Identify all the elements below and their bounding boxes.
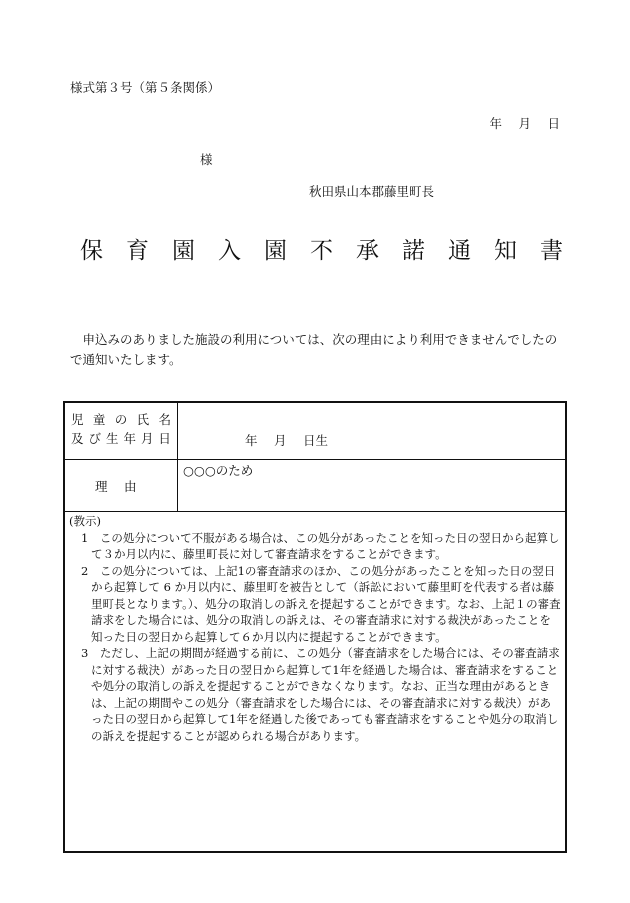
appeal-notice	[69, 513, 561, 744]
recipient-suffix: 様	[200, 152, 213, 167]
label-char: 及	[71, 431, 84, 446]
reason-label: 理 由	[95, 479, 137, 494]
document-title: 保育園入園不承諾通知書	[80, 238, 586, 264]
notice-form	[63, 401, 567, 853]
child-label-line2	[71, 429, 171, 448]
child-info-label	[71, 410, 171, 448]
birthdate-field: 年 月 日生	[245, 433, 328, 448]
label-char: 月	[140, 431, 154, 446]
child-info-row	[65, 403, 565, 460]
label-char: 年	[123, 431, 136, 446]
form-number: 様式第３号（第５条関係）	[70, 80, 221, 95]
label-char: の	[114, 412, 128, 427]
label-char: 生	[105, 431, 119, 446]
date-line: 年 月 日	[489, 116, 560, 131]
reason-row	[65, 459, 565, 512]
column-divider	[177, 403, 178, 511]
label-char: 氏	[136, 412, 150, 427]
label-char: 童	[92, 412, 106, 427]
reason-value: ○○○のため	[183, 463, 254, 478]
child-label-line1	[71, 410, 171, 429]
notice-heading: (教示)	[69, 514, 101, 528]
label-char: 日	[158, 431, 171, 446]
label-char: 名	[158, 412, 171, 427]
label-char: び	[88, 431, 101, 446]
intro-text: 申込みのありました施設の利用については、次の理由により利用できませんでしたので通知いたします。	[70, 332, 558, 367]
notice-item-3: 3 ただし、上記の期間が経過する前に、この処分（審査請求をした場合には、その審査請求に対する裁決）があった日の翌日から起算して1年を経過した場合は、審査請求をすることや処分の取消しの訴えを提起することができなくなります。なお、正当な理由があるときは、上記の期間やこの処分（審査請求をした場合には、その審査請求に対する裁決）があった日の翌日から起算して1年を経過した後であっても審査請求をすることや処分の取消しの訴えを提起することが認められる場合があります。	[81, 646, 560, 743]
notice-item-2: 2 この処分については、上記1の審査請求のほか、この処分があったことを知った日の翌日から起算して 6 か月以内に、藤里町を被告として（訴訟において藤里町を代表する者は藤里町長となります。）、処分の取消しの訴えを提起することができます。なお、上記１の審査請求をした場合には、処分の取消しの訴えは、その審査請求に対する裁決があったことを知った日の翌日から起算して６か月以内に提起することができます。	[81, 563, 561, 644]
notice-item-1: 1 この処分について不服がある場合は、この処分があったことを知った日の翌日から起算して３か月以内に、藤里町長に対して審査請求をすることができます。	[81, 530, 560, 561]
issuer-name: 秋田県山本郡藤里町長	[309, 184, 435, 199]
label-char: 児	[71, 412, 84, 427]
